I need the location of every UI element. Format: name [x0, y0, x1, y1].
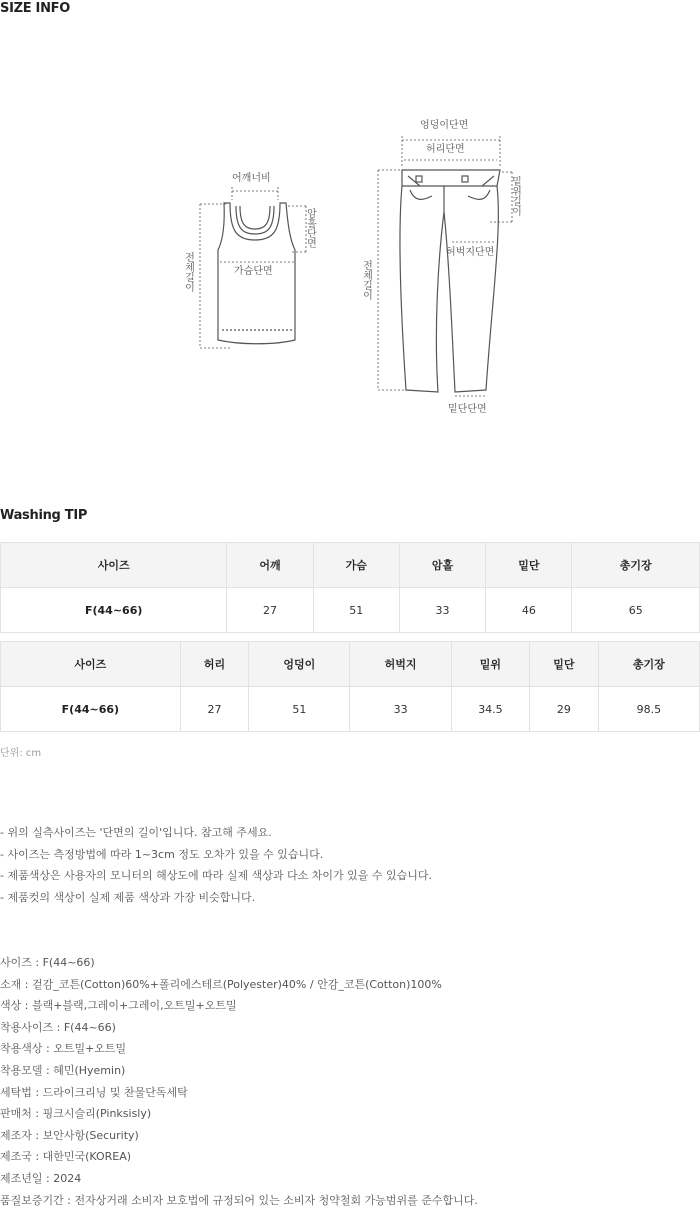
- table-header-row: [1, 543, 700, 588]
- table-cell: 65: [572, 588, 700, 633]
- label-thigh: 허벅지단면: [446, 247, 495, 258]
- size-info-title: SIZE INFO: [0, 1, 70, 16]
- table-cell: F(44~66): [1, 588, 227, 633]
- spec-line: 착용색상 : 오트밀+오트밀: [0, 1042, 127, 1056]
- top-size-table: [0, 542, 700, 633]
- size-diagram: [0, 110, 700, 430]
- washing-tip-title: Washing TIP: [0, 508, 88, 523]
- spec-line: 소재 : 겉감_코튼(Cotton)60%+폴리에스테르(Polyester)40% / 안감_코튼(Cotton)100%: [0, 977, 442, 991]
- unit-label: 단위: cm: [0, 748, 42, 759]
- label-chest: 가슴단면: [234, 266, 273, 277]
- table-cell: 33: [350, 687, 451, 732]
- table-cell: F(44~66): [1, 687, 181, 732]
- spec-line: 착용모델 : 혜민(Hyemin): [0, 1063, 126, 1077]
- label-hip: 엉덩이단면: [420, 120, 469, 131]
- spec-line: 색상 : 블랙+블랙,그레이+그레이,오트밀+오트밀: [0, 999, 237, 1013]
- table-cell: 29: [530, 687, 599, 732]
- spec-line: 품질보증기간 : 전자상거래 소비자 보호법에 규정되어 있는 소비자 청약철회 가능범위를 준수합니다.: [0, 1193, 478, 1207]
- label-rise: 밑위길이: [509, 176, 521, 216]
- header-cell: 총기장: [598, 642, 699, 687]
- label-armhole: 암홀단면: [304, 208, 316, 248]
- label-pants-length: 전체길이: [360, 260, 372, 300]
- label-waist: 허리단면: [426, 144, 465, 155]
- spec-line: 제조국 : 대한민국(KOREA): [0, 1150, 132, 1164]
- notes-list: [0, 822, 432, 908]
- table-cell: 98.5: [598, 687, 699, 732]
- header-cell: 사이즈: [1, 543, 227, 588]
- table-cell: 27: [227, 588, 313, 633]
- pants-measure-lines: [378, 136, 512, 396]
- note-line: - 제품색상은 사용자의 모니터의 해상도에 따라 실제 색상과 다소 차이가 있을 수 있습니다.: [0, 869, 432, 882]
- pants-illustration: [400, 170, 500, 392]
- spec-line: 판매처 : 핑크시슬리(Pinksisly): [0, 1107, 152, 1121]
- table-cell: 33: [399, 588, 485, 633]
- table-cell: 51: [313, 588, 399, 633]
- header-cell: 엉덩이: [249, 642, 350, 687]
- table-row: [1, 588, 700, 633]
- table-cell: 46: [486, 588, 572, 633]
- header-cell: 밑단: [486, 543, 572, 588]
- label-top-length: 전체길이: [182, 252, 194, 292]
- pants-size-table: [0, 641, 700, 732]
- header-cell: 사이즈: [1, 642, 181, 687]
- spec-line: 사이즈 : F(44~66): [0, 956, 95, 969]
- label-shoulder: 어깨너비: [232, 173, 271, 184]
- spec-line: 세탁법 : 드라이크리닝 및 찬물단독세탁: [0, 1085, 188, 1099]
- header-cell: 허리: [180, 642, 249, 687]
- note-line: - 사이즈는 측정방법에 따라 1~3cm 정도 오차가 있을 수 있습니다.: [0, 847, 324, 861]
- spec-line: 제조자 : 보안사항(Security): [0, 1128, 139, 1142]
- header-cell: 어깨: [227, 543, 313, 588]
- header-cell: 가슴: [313, 543, 399, 588]
- header-cell: 허벅지: [350, 642, 451, 687]
- table-cell: 34.5: [451, 687, 529, 732]
- table-cell: 27: [180, 687, 249, 732]
- header-cell: 밑단: [530, 642, 599, 687]
- header-cell: 암홀: [399, 543, 485, 588]
- table-cell: 51: [249, 687, 350, 732]
- spec-line: 착용사이즈 : F(44~66): [0, 1020, 116, 1034]
- table-row: [1, 687, 700, 732]
- table-header-row: [1, 642, 700, 687]
- header-cell: 총기장: [572, 543, 700, 588]
- header-cell: 밑위: [451, 642, 529, 687]
- label-hem: 밑단단면: [448, 404, 487, 415]
- spec-line: 제조년일 : 2024: [0, 1171, 82, 1185]
- product-specs: [0, 952, 478, 1211]
- note-line: - 위의 실측사이즈는 '단면의 길이'입니다. 참고해 주세요.: [0, 826, 272, 839]
- note-line: - 제품컷의 색상이 실제 제품 색상과 가장 비슷합니다.: [0, 890, 256, 904]
